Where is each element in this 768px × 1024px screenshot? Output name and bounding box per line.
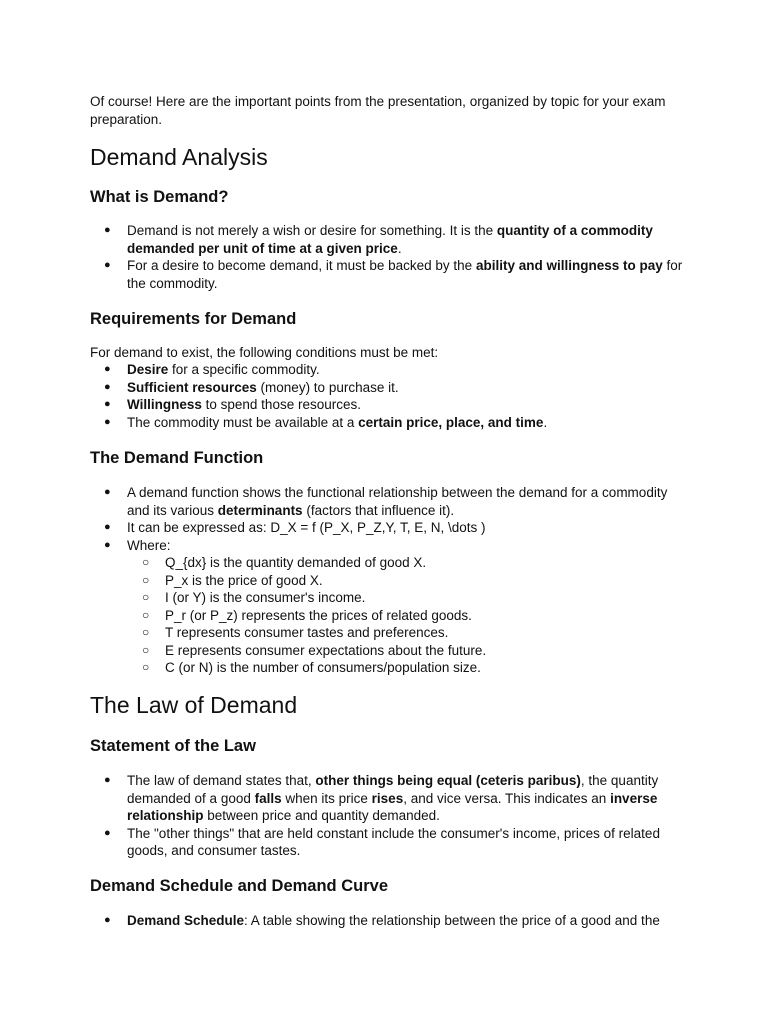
statement-heading: Statement of the Law xyxy=(90,737,256,755)
list-item: ● The commodity must be available at a certain price, place, and time. xyxy=(104,414,548,430)
list-item: ● It can be expressed as: D_X = f (P_X, P_Z,Y, T, E, N, \dots ) xyxy=(104,520,486,535)
circle-bullet-icon: ○ xyxy=(142,590,150,604)
sub-list-item: ○ I (or Y) is the consumer's income. xyxy=(142,590,366,605)
circle-bullet-icon: ○ xyxy=(142,625,150,639)
bullet-icon: ● xyxy=(104,398,111,410)
list-item: ● Where: xyxy=(104,537,171,553)
what-is-demand-heading: What is Demand? xyxy=(90,188,229,206)
bullet-icon: ● xyxy=(104,486,111,498)
demand-function-heading: The Demand Function xyxy=(90,449,264,467)
bullet-icon: ● xyxy=(104,521,111,533)
bullet-icon: ● xyxy=(104,538,111,551)
sub-list-item: ○ T represents consumer tastes and preferences. xyxy=(142,625,449,640)
sub-list-item: ○ Q_{dx} is the quantity demanded of good X. xyxy=(142,555,427,570)
bullet-icon: ● xyxy=(104,380,111,393)
law-of-demand-title: The Law of Demand xyxy=(90,692,298,718)
sub-list-item: ○ C (or N) is the number of consumers/population size. xyxy=(142,660,481,675)
list-item: ● Demand is not merely a wish or desire for something. It is the quantity of a commodity demanded per unit of time at a given price. xyxy=(104,223,653,256)
sub-list-item: ○ E represents consumer expectations about the future. xyxy=(142,642,487,658)
circle-bullet-icon: ○ xyxy=(142,607,150,622)
requirements-heading: Requirements for Demand xyxy=(90,310,297,328)
bullet-icon: ● xyxy=(104,259,111,271)
bullet-icon: ● xyxy=(104,826,111,839)
statement-list xyxy=(90,772,690,860)
list-item: ● Desire for a specific commodity. xyxy=(104,362,320,377)
list-item: ● Willingness to spend those resources. xyxy=(104,397,361,412)
sub-list-item: ○ P_r (or P_z) represents the prices of related goods. xyxy=(142,607,472,623)
list-item: ● The law of demand states that, other things being equal (ceteris paribus), the quantity demanded of a good falls when its price rises, and vice versa. This indicates an inverse relationship between price and quantity demanded. xyxy=(104,773,659,823)
requirements-list xyxy=(90,361,690,431)
list-item: ● Sufficient resources (money) to purchase it. xyxy=(104,379,399,395)
circle-bullet-icon: ○ xyxy=(142,642,150,657)
list-item: ● A demand function shows the functional relationship between the demand for a commodity and its various determinants (factors that influence it). xyxy=(104,485,668,518)
list-item: ● Demand Schedule: A table showing the relationship between the price of a good and the xyxy=(104,913,660,928)
bullet-icon: ● xyxy=(104,363,111,375)
schedule-list xyxy=(90,912,690,930)
list-item: ● The "other things" that are held constant include the consumer's income, prices of related goods, and consumer tastes. xyxy=(104,825,660,858)
bullet-icon: ● xyxy=(104,224,111,236)
requirements-intro: For demand to exist, the following conditions must be met: xyxy=(90,345,439,360)
circle-bullet-icon: ○ xyxy=(142,572,150,587)
bullet-icon: ● xyxy=(104,914,111,926)
demand-function-list xyxy=(90,484,690,677)
sub-list-item: ○ P_x is the price of good X. xyxy=(142,572,323,588)
schedule-heading: Demand Schedule and Demand Curve xyxy=(90,877,388,895)
bullet-icon: ● xyxy=(104,415,111,428)
what-is-demand-list xyxy=(90,222,690,292)
circle-bullet-icon: ○ xyxy=(142,660,150,674)
bullet-icon: ● xyxy=(104,774,111,786)
demand-analysis-title: Demand Analysis xyxy=(90,144,268,170)
list-item: ● For a desire to become demand, it must be backed by the ability and willingness to pay for the commodity. xyxy=(104,258,683,291)
circle-bullet-icon: ○ xyxy=(142,555,150,569)
intro-paragraph: Of course! Here are the important points from the presentation, organized by topic for your exam preparation. xyxy=(90,94,666,127)
